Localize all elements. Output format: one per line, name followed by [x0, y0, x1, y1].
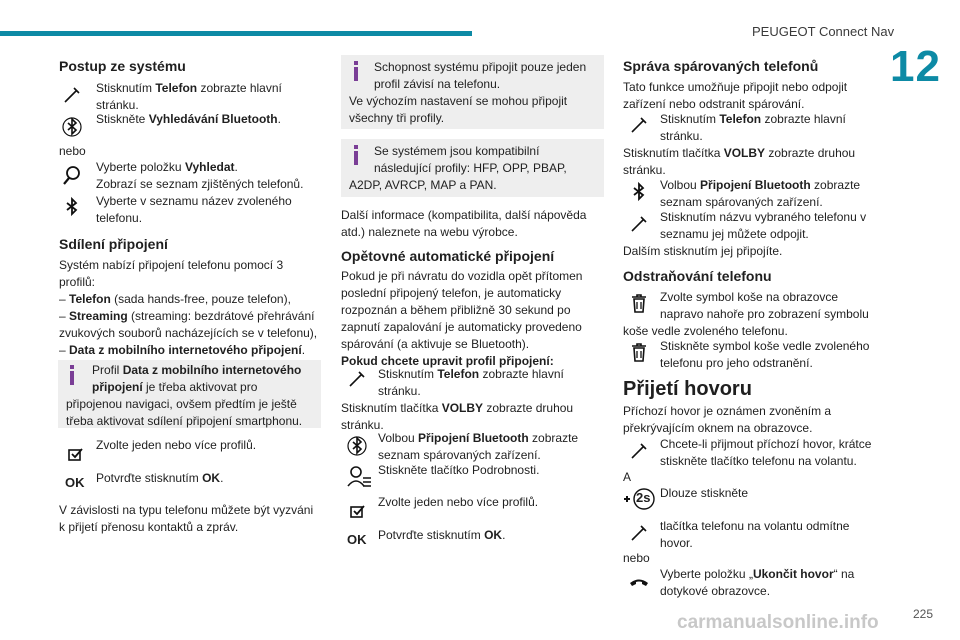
- tap-icon: [346, 368, 368, 390]
- heading-odstranovani: Odstraňování telefonu: [623, 268, 772, 284]
- tap-icon: [628, 114, 650, 136]
- heading-sdileni: Sdílení připojení: [59, 236, 168, 252]
- bluetooth-icon: [61, 196, 83, 218]
- heading-prijeti-hovoru: Přijetí hovoru: [623, 378, 752, 400]
- header-title: PEUGEOT Connect Nav: [752, 24, 895, 39]
- heading-sprava: Správa spárovaných telefonů: [623, 58, 819, 74]
- details-icon: [346, 464, 372, 490]
- tap-icon: [61, 84, 83, 106]
- bluetooth-search-icon: [346, 435, 368, 457]
- info-icon: [66, 364, 78, 386]
- bluetooth-icon: [628, 181, 650, 203]
- hang-up-icon: [628, 570, 650, 592]
- hold-duration-badge: 2s: [636, 490, 651, 505]
- tap-icon: [628, 213, 650, 235]
- checkbox-icon: [346, 500, 368, 522]
- chapter-number: 12: [890, 42, 941, 91]
- tap-icon: [628, 522, 650, 544]
- heading-auto-reconnect: Opětovné automatické připojení: [341, 248, 555, 264]
- info-icon: [350, 60, 362, 82]
- ok-label: OK: [65, 475, 85, 490]
- bluetooth-search-icon: [61, 116, 83, 138]
- ok-label: OK: [347, 532, 367, 547]
- search-icon: [61, 164, 83, 186]
- trash-icon: [628, 341, 650, 363]
- trash-icon: [628, 292, 650, 314]
- info-icon: [350, 144, 362, 166]
- watermark: carmanualsonline.info: [677, 612, 879, 633]
- page-number: 225: [913, 607, 934, 621]
- header-accent-bar: [0, 31, 472, 36]
- checkbox-icon: [64, 443, 86, 465]
- tap-icon: [628, 440, 650, 462]
- heading-postup: Postup ze systému: [59, 58, 186, 74]
